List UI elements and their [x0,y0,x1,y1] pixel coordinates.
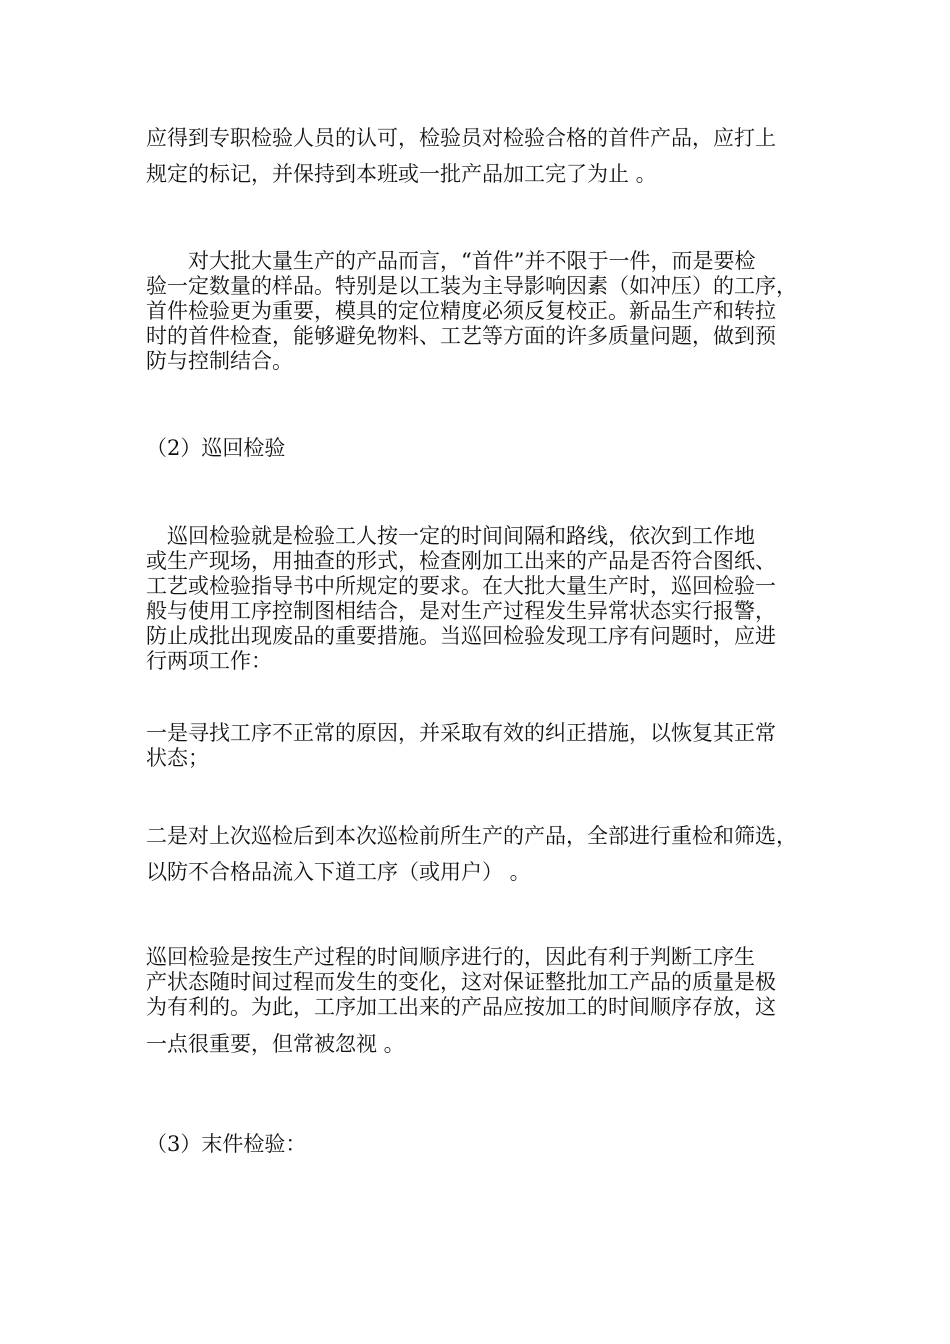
text-line: 巡回检验就是检验工人按一定的时间间隔和路线，依次到工作地 [146,524,755,548]
text-line: 工艺或检验指导书中所规定的要求。在大批大量生产时，巡回检验一 [146,574,776,598]
text-line: 防止成批出现废品的重要措施。当巡回检验发现工序有问题时，应进 [146,624,776,648]
paragraph-item-one [146,721,814,771]
text-line: 防与控制结合。 [146,349,293,373]
paragraph-patrol-inspection [146,524,814,674]
text-line: 为有利的。为此，工序加工出来的产品应按加工的时间顺序存放，这 [146,995,776,1019]
text-line: 状态； [146,746,209,770]
text-line: 二是对上次巡检后到本次巡检前所生产的产品，全部进行重检和筛选， [146,824,797,848]
paragraph-patrol-time-order [146,945,814,1062]
text-line: 行两项工作： [146,649,272,673]
section-heading-patrol-inspection: （2）巡回检验 [146,436,286,460]
text-line: 一是寻找工序不正常的原因，并采取有效的纠正措施，以恢复其正常 [146,721,776,745]
text-line: 时的首件检查，能够避免物料、工艺等方面的许多质量问题，做到预 [146,324,776,348]
text-line: 验一定数量的样品。特别是以工装为主导影响因素（如冲压）的工序， [146,274,797,298]
paragraph-mass-production-first-article [146,249,814,374]
text-line: 首件检验更为重要，模具的定位精度必须反复校正。新品生产和转拉 [146,299,776,323]
text-line: 规定的标记，并保持到本班或一批产品加工完了为止 。 [146,162,657,186]
text-line: 或生产现场，用抽查的形式，检查刚加工出来的产品是否符合图纸、 [146,549,776,573]
section-heading-last-article-inspection: （3）末件检验： [146,1132,307,1156]
text-line: 一点很重要，但常被忽视 。 [146,1032,405,1056]
paragraph-item-two [146,818,814,890]
paragraph-first-article-mark [146,120,814,192]
text-line: 产状态随时间过程而发生的变化，这对保证整批加工产品的质量是极 [146,970,776,994]
text-line: 应得到专职检验人员的认可，检验员对检验合格的首件产品，应打上 [146,126,776,150]
text-line: 般与使用工序控制图相结合，是对生产过程发生异常状态实行报警， [146,599,776,623]
text-line: 以防不合格品流入下道工序（或用户） 。 [146,860,531,884]
text-line: 巡回检验是按生产过程的时间顺序进行的，因此有利于判断工序生 [146,945,755,969]
text-line: 对大批大量生产的产品而言，“首件”并不限于一件，而是要检 [146,249,756,273]
